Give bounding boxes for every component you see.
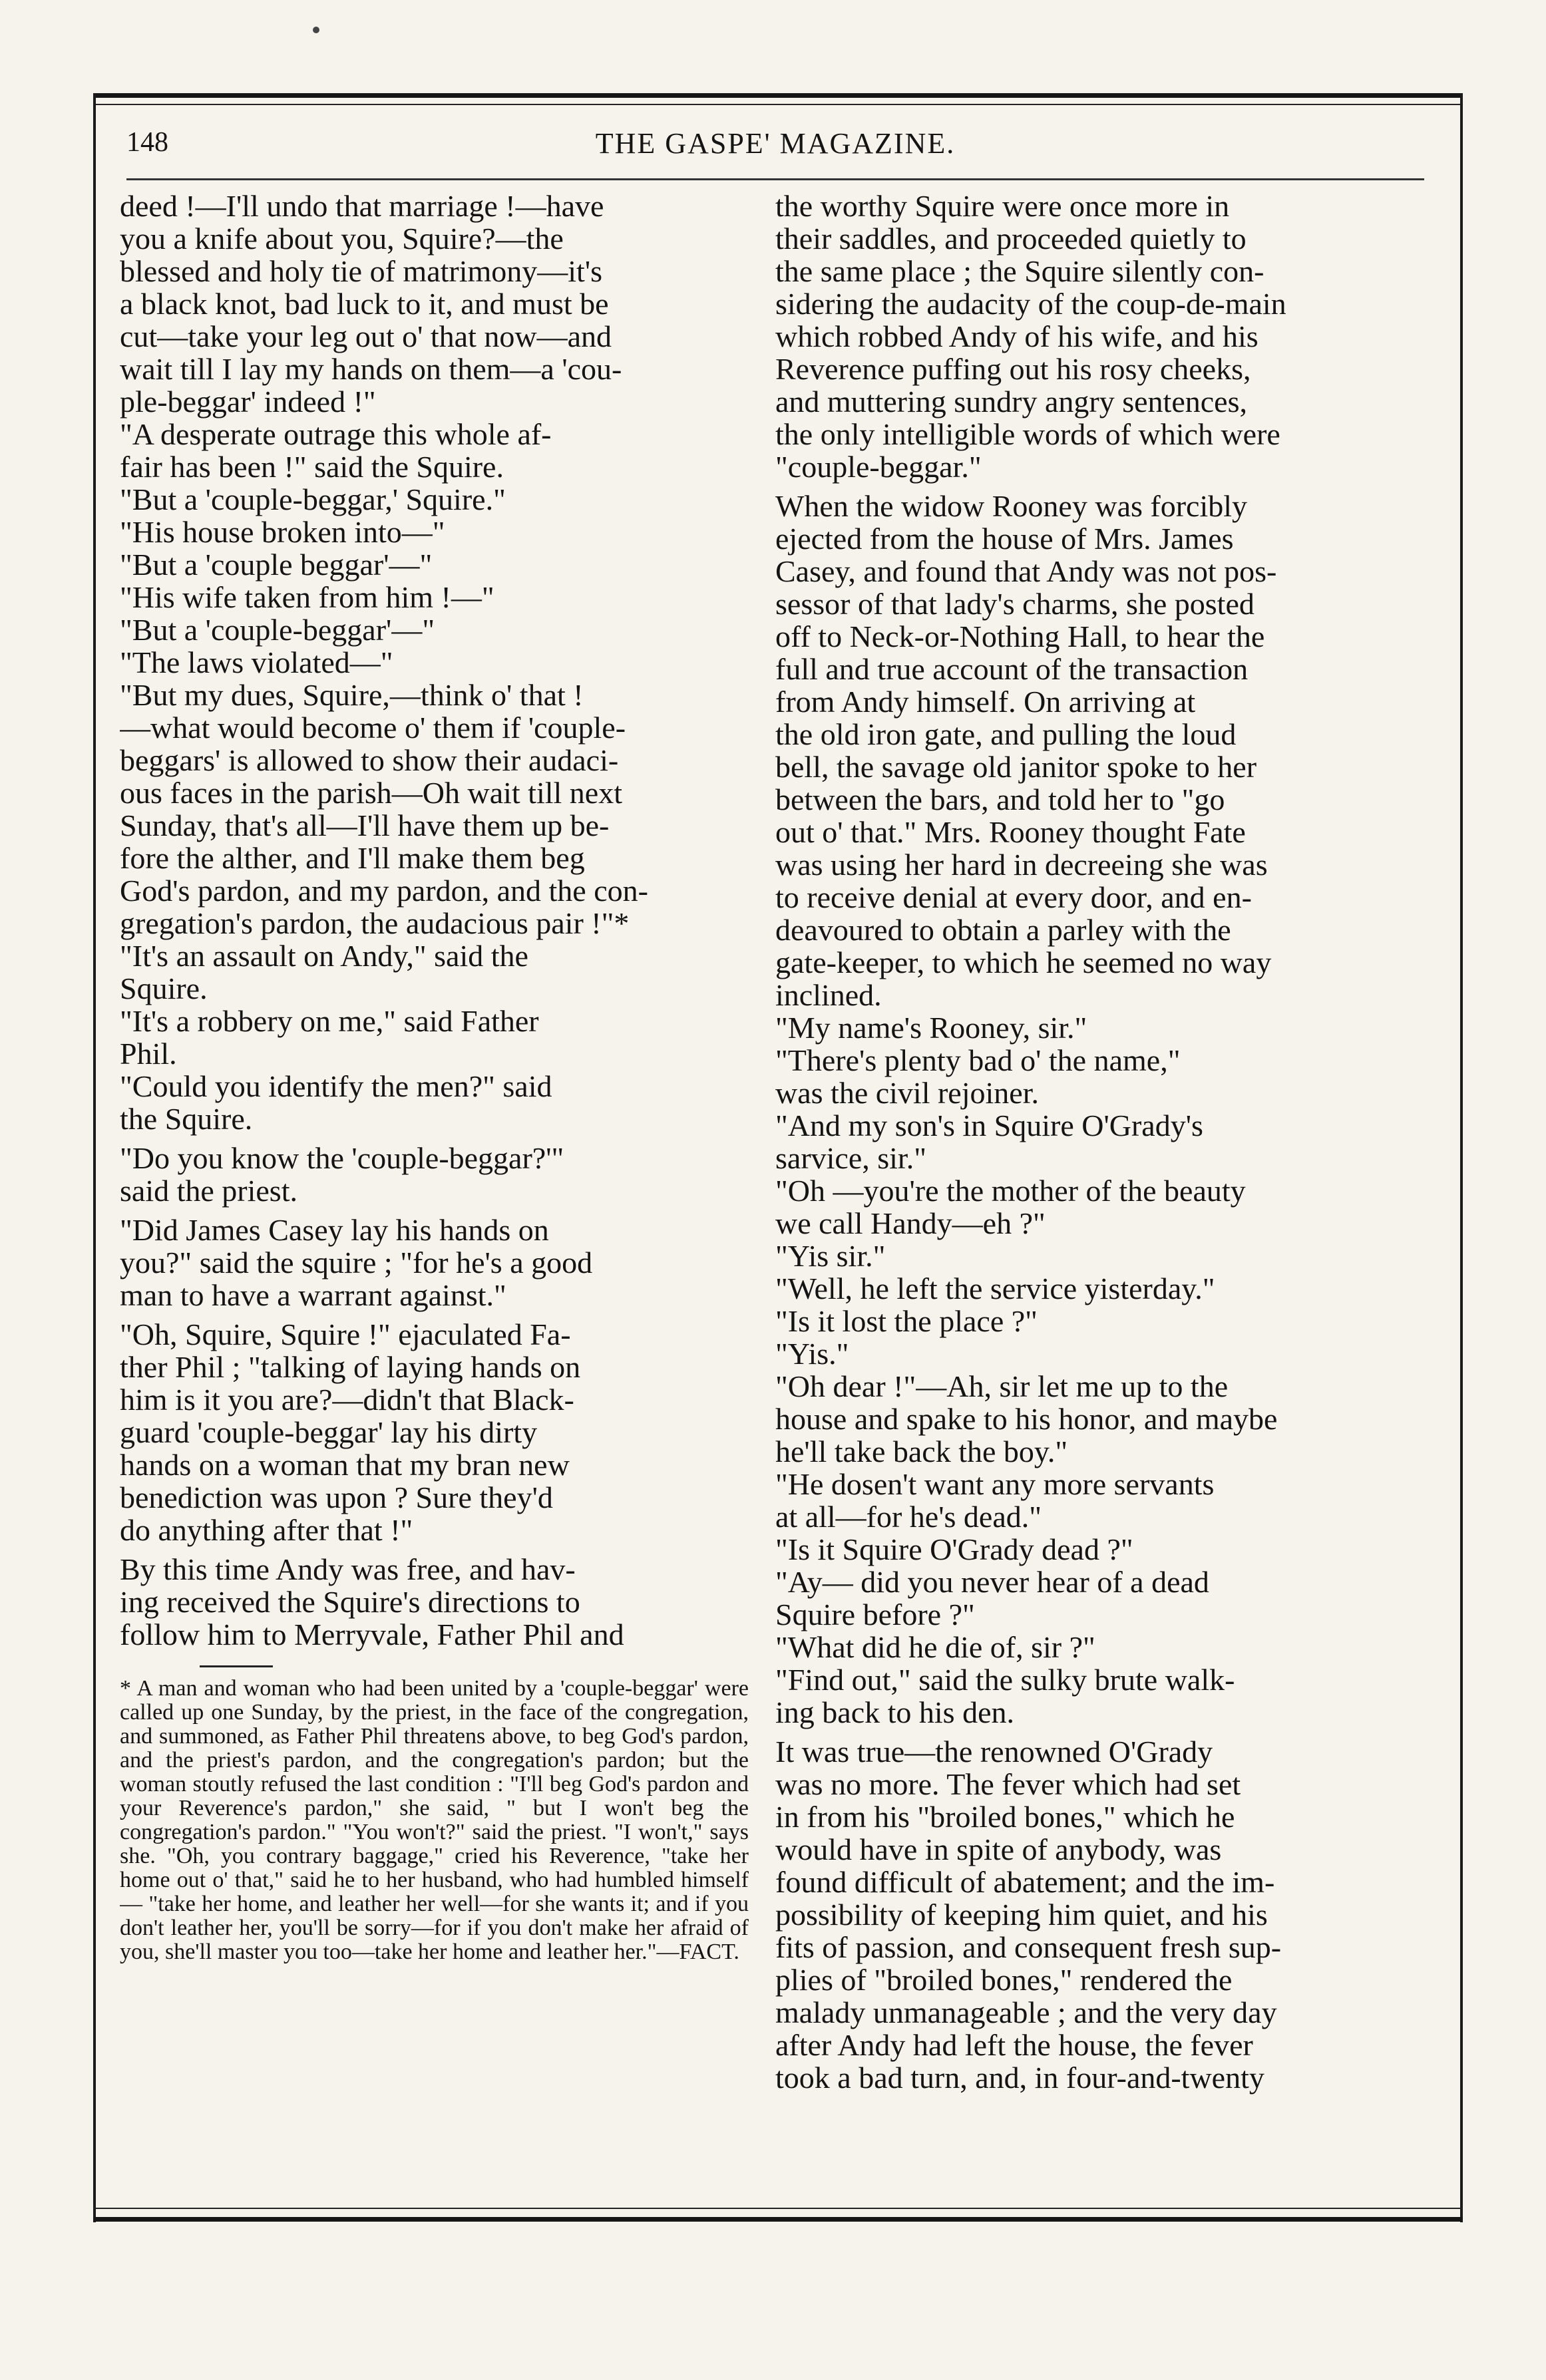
paragraph: "My name's Rooney, sir." [775,1011,1087,1045]
paragraph: "A desperate outrage this whole af- fair has been !" said the Squire. [120,417,552,484]
paragraph: "Oh, Squire, Squire !" ejaculated Fa- ther Phil ; "talking of laying hands on him is it you are?—didn't that Black- guard 'couple-beggar' lay his dirty hands on a woman that my bran new benediction was upon ? Sure they'd do anything after that !" [120,1317,581,1547]
paragraph: "Yis sir." [775,1239,886,1273]
paragraph: "His wife taken from him !—" [120,580,494,614]
paragraph: the worthy Squire were once more in their saddles, and proceeded quietly to the same place ; the Squire silently con- sidering the audacity of the coup-de-main which robbed Andy of his wife, and his Reverence puffing out his rosy cheeks, and muttering sundry angry sentences, the only intelligible words of which were "couple-beggar." [775,190,1286,484]
paragraph: "Oh dear !"—Ah, sir let me up to the house and spake to his honor, and maybe he'll take back the boy." [775,1369,1278,1468]
right-column [775,190,1404,2186]
paragraph: "It's a robbery on me," said Father Phil. [120,1004,539,1071]
paragraph: "It's an assault on Andy," said the Squire. [120,939,528,1005]
paragraph: "But a 'couple-beggar,' Squire." [120,482,506,516]
paragraph: "The laws violated—" [120,645,393,679]
paragraph: It was true—the renowned O'Grady was no more. The fever which had set in from his "broiled bones," which he would have in spite of anybody, was found difficult of abatement; and the im- possibility of keeping him quiet, and his fits of passion, and consequent fresh sup- plies of "broiled bones," rendered the malady unmanageable ; and the very day after Andy had left the house, the fever took a bad turn, and, in four-and-twenty [775,1735,1282,2095]
bottom-thin-rule [93,2208,1463,2209]
paragraph: "Did James Casey lay his hands on you?" said the squire ; "for he's a good man to have a warrant against." [120,1213,593,1312]
paragraph: "Could you identify the men?" said the Squire. [120,1069,552,1136]
paragraph: "Is it lost the place ?" [775,1304,1038,1338]
paragraph: "Is it Squire O'Grady dead ?" [775,1532,1133,1566]
paragraph: "What did he die of, sir ?" [775,1630,1095,1664]
paragraph: "Oh —you're the mother of the beauty we call Handy—eh ?" [775,1174,1246,1240]
footnote: * A man and woman who had been united by a 'couple-beggar' were called up one Sunday, by the priest, in the face of the congregation, and summoned, as Father Phil threatens above, to beg God's pardon, and the priest's pardon, and the congregation's pardon; but the woman stoutly refused the last condition : "I'll beg God's pardon and your Reverence's pardon," she said, " but I won't beg the congregation's pardon." "You won't?" said the priest. "I won't," says she. "Oh, you contrary baggage," cried his Reverence, "take her home out o' that," said he to her husband, who had humbled himself— "take her home, and leather her well—for she wants it; and if you don't leather her, you'll be sorry—for if you don't make her afraid of you, she'll master you too—take her home and leather her."—FACT. [120,1676,749,1964]
header-rule [126,178,1424,180]
paragraph: "Well, he left the service yisterday." [775,1272,1215,1305]
running-head: THE GASPE' MAGAZINE. [595,127,956,160]
paragraph: By this time Andy was free, and hav- ing received the Squire's directions to follow him to Merryvale, Father Phil and [120,1552,624,1651]
footnote-rule [200,1665,273,1667]
page-header [126,126,1424,173]
paragraph: "But my dues, Squire,—think o' that ! —what would become o' them if 'couple- beggars' is allowed to show their audaci- ous faces in the parish—Oh wait till next Sunday, that's all—I'll have them up be- fore the alther, and I'll make them beg God's pardon, and my pardon, and the con- gregation's pardon, the audacious pair !"* [120,678,648,940]
paragraph: "But a 'couple-beggar'—" [120,613,435,647]
ink-speck [313,27,319,33]
page-number: 148 [126,127,168,158]
paragraph: "But a 'couple beggar'—" [120,548,433,582]
paragraph: "Ay— did you never hear of a dead Squire before ?" [775,1565,1209,1631]
paragraph: deed !—I'll undo that marriage !—have you a knife about you, Squire?—the blessed and holy tie of matrimony—it's a black knot, bad luck to it, and must be cut—take your leg out o' that now—and wait till I lay my hands on them—a 'cou- ple-beggar' indeed !" [120,190,622,419]
paragraph: "And my son's in Squire O'Grady's sarvice, sir." [775,1108,1203,1175]
paragraph: "There's plenty bad o' the name," was the civil rejoiner. [775,1043,1181,1110]
paragraph: "Find out," said the sulky brute walk- ing back to his den. [775,1663,1235,1729]
paragraph: When the widow Rooney was forcibly ejected from the house of Mrs. James Casey, and found that Andy was not pos- sessor of that lady's charms, she posted off to Neck-or-Nothing Hall, to hear the full and true account of the transaction from Andy himself. On arriving at the old iron gate, and pulling the loud bell, the savage old janitor spoke to her between the bars, and told her to "go out o' that." Mrs. Rooney thought Fate was using her hard in decreeing she was to receive denial at every door, and en- deavoured to obtain a parley with the gate-keeper, to which he seemed no way inclined. [775,489,1277,1012]
left-column [120,190,749,2186]
paragraph: "His house broken into—" [120,515,445,549]
paragraph: "Do you know the 'couple-beggar?'" said the priest. [120,1141,564,1208]
paragraph: "Yis." [775,1337,849,1371]
paragraph: "He dosen't want any more servants at all—for he's dead." [775,1467,1215,1534]
bottom-double-rule [93,2217,1463,2222]
